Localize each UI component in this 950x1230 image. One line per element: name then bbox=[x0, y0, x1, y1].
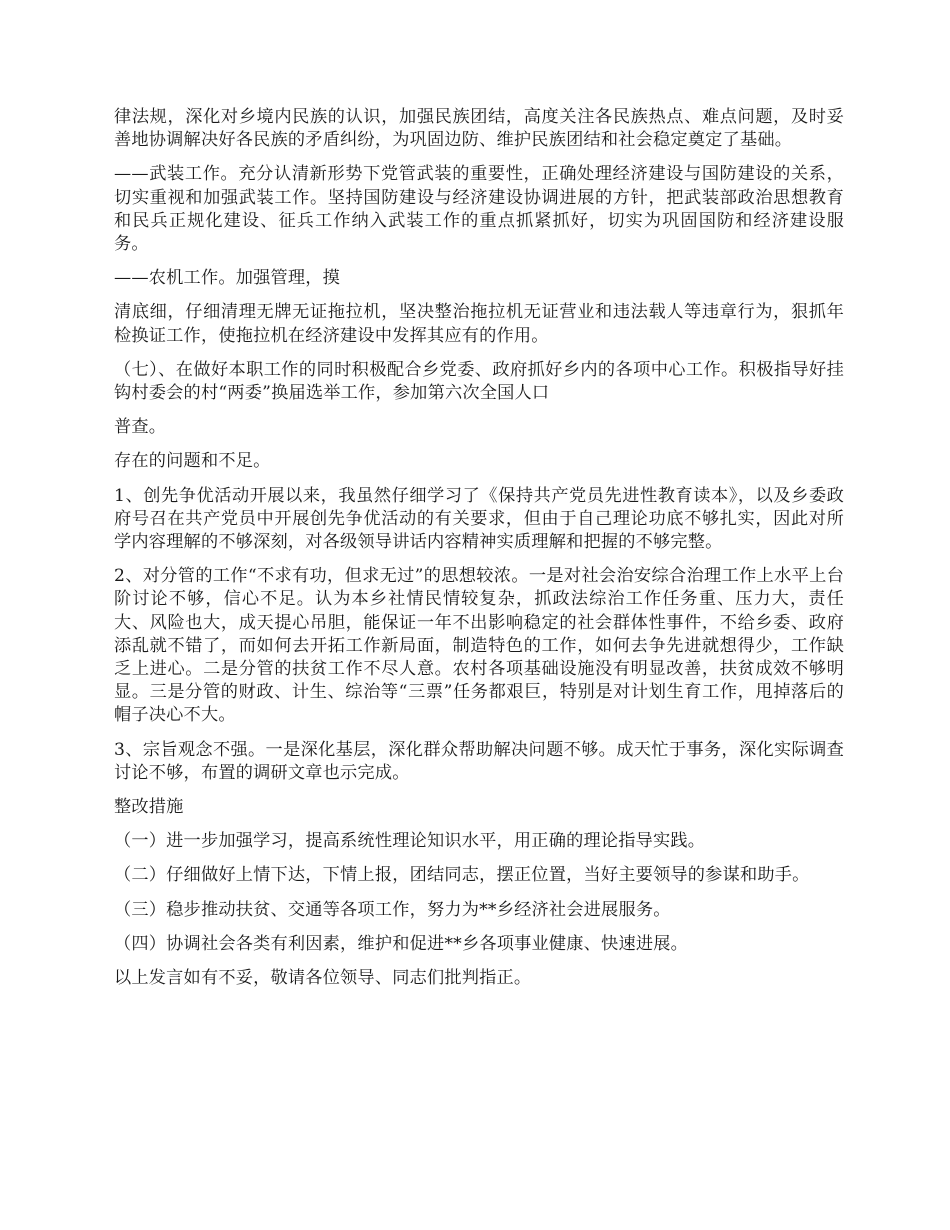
paragraph-measure-1: （一）进一步加强学习，提高系统性理论知识水平，用正确的理论指导实践。 bbox=[114, 831, 706, 852]
heading-rectification: 整改措施 bbox=[114, 797, 184, 818]
paragraph-problem-2: 2、对分管的工作“不求有功，但求无过”的思想较浓。一是对社会治安综合治理工作上水平上台阶讨论不够，信心不足。认为本乡社情民情较复杂，抓政法综治工作任务重、压力大，责任大、风险也大，成天提心吊胆，能保证一年不出影响稳定的社会群体性事件，不给乡委、政府添乱就不错了，而如何去开拓工作新局面，制造特色的工作，如何去争先进就想得少，工作缺乏上进心。二是分管的扶贫工作不尽人意。农村各项基础设施没有明显改善，扶贫成效不够明显。三是分管的财政、计生、综治等“三票”任务都艰巨，特别是对计划生育工作，甩掉落后的帽子决心不大。 bbox=[114, 566, 844, 726]
paragraph-armed-forces-work: ——武装工作。充分认清新形势下党管武装的重要性，正确处理经济建设与国防建设的关系，切实重视和加强武装工作。坚持国防建设与经济建设协调进展的方针，把武装部政治思想教育和民兵正规化建设、征兵工作纳入武装工作的重点抓紧抓好，切实为巩固国防和经济建设服务。 bbox=[114, 164, 844, 255]
paragraph-farm-machinery-work: ——农机工作。加强管理，摸 bbox=[114, 268, 341, 289]
paragraph-tractor-cleanup: 清底细，仔细清理无牌无证拖拉机，坚决整治拖拉机无证营业和违法载人等违章行为，狠抓年检换证工作，使拖拉机在经济建设中发挥其应有的作用。 bbox=[114, 302, 844, 346]
paragraph-problem-3: 3、宗旨观念不强。一是深化基层，深化群众帮助解决问题不够。成天忙于事务，深化实际调查讨论不够，布置的调研文章也示完成。 bbox=[114, 739, 844, 783]
heading-problems: 存在的问题和不足。 bbox=[114, 451, 271, 472]
document-body bbox=[114, 106, 844, 1001]
paragraph-measure-4: （四）协调社会各类有利因素，维护和促进**乡各项事业健康、快速进展。 bbox=[114, 933, 688, 954]
paragraph-measure-2: （二）仔细做好上情下达，下情上报，团结同志，摆正位置，当好主要领导的参谋和助手。 bbox=[114, 865, 810, 886]
paragraph-closing: 以上发言如有不妥，敬请各位领导、同志们批判指正。 bbox=[114, 968, 532, 989]
paragraph-measure-3: （三）稳步推动扶贫、交通等各项工作，努力为**乡经济社会进展服务。 bbox=[114, 899, 671, 920]
paragraph-problem-1: 1、创先争优活动开展以来，我虽然仔细学习了《保持共产党员先进性教育读本》，以及乡委政府号召在共产党员中开展创先争优活动的有关要求，但由于自己理论功底不够扎实，因此对所学内容理解的不够深刻，对各级领导讲话内容精神实质理解和把握的不够完整。 bbox=[114, 485, 844, 553]
paragraph-census: 普查。 bbox=[114, 417, 167, 438]
paragraph-section-seven: （七）、在做好本职工作的同时积极配合乡党委、政府抓好乡内的各项中心工作。积极指导好挂钩村委会的村“两委”换届选举工作，参加第六次全国人口 bbox=[114, 359, 844, 404]
paragraph-ethnic-unity: 律法规，深化对乡境内民族的认识，加强民族团结，高度关注各民族热点、难点问题，及时妥善地协调解决好各民族的矛盾纠纷，为巩固边防、维护民族团结和社会稳定奠定了基础。 bbox=[114, 107, 844, 151]
